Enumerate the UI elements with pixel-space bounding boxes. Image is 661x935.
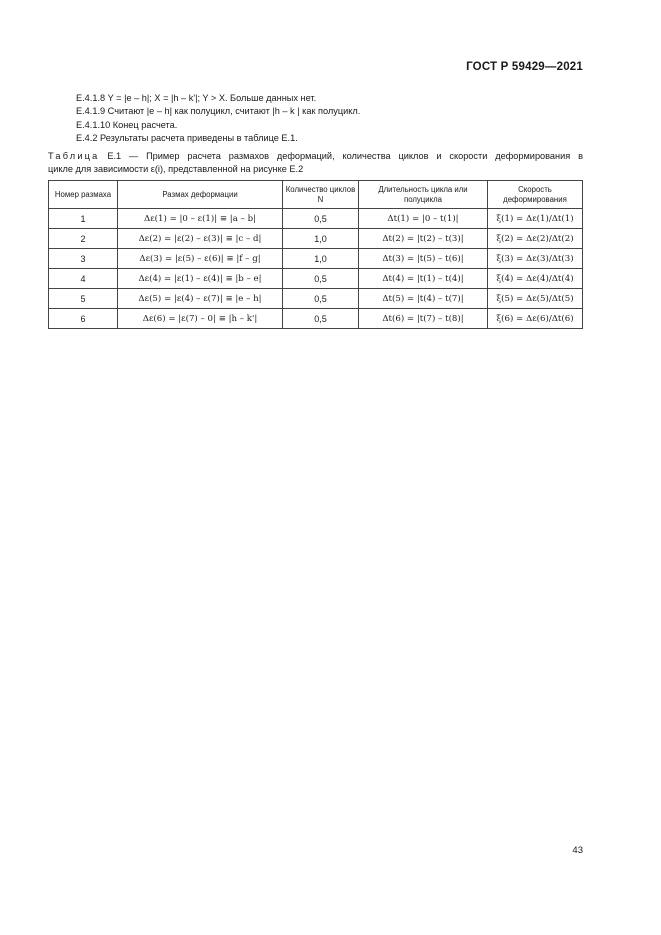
cell-strain-range: Δε(1) = |0 – ε(1)| ≡ |a – b| — [118, 209, 283, 229]
document-standard-header: ГОСТ Р 59429—2021 — [466, 61, 583, 73]
cell-cycle-duration: Δt(4) = |t(1) – t(4)| — [359, 269, 488, 289]
table-row — [49, 249, 583, 269]
header-cycle-count: Количество циклов N — [283, 181, 359, 209]
header-strain-rate: Скорость деформирования — [488, 181, 583, 209]
header-strain-range: Размах деформации — [118, 181, 283, 209]
paragraph-e-4-2: Е.4.2 Результаты расчета приведены в таблице Е.1. — [76, 133, 298, 144]
cell-strain-rate: ξ(3) = Δε(3)/Δt(3) — [488, 249, 583, 269]
table-header-row — [49, 181, 583, 209]
cell-strain-range: Δε(5) = |ε(4) – ε(7)| ≡ |e – h| — [118, 289, 283, 309]
cell-strain-rate: ξ(1) = Δε(1)/Δt(1) — [488, 209, 583, 229]
cell-cycle-duration: Δt(1) = |0 – t(1)| — [359, 209, 488, 229]
table-row — [49, 229, 583, 249]
cell-strain-range: Δε(2) = |ε(2) – ε(3)| ≡ |c – d| — [118, 229, 283, 249]
cell-cycle-count: 0,5 — [283, 269, 359, 289]
header-range-number: Номер размаха — [49, 181, 118, 209]
cell-range-number: 3 — [49, 249, 118, 269]
page-number: 43 — [572, 845, 583, 856]
header-cycle-duration: Длительность цикла или полуцикла — [359, 181, 488, 209]
paragraph-e-4-1-10: Е.4.1.10 Конец расчета. — [76, 119, 178, 130]
cell-range-number: 4 — [49, 269, 118, 289]
table-row — [49, 269, 583, 289]
cell-cycle-count: 0,5 — [283, 209, 359, 229]
results-table — [48, 180, 583, 329]
cell-strain-range: Δε(3) = |ε(5) – ε(6)| ≡ |f – g| — [118, 249, 283, 269]
cell-range-number: 2 — [49, 229, 118, 249]
paragraph-e-4-1-8: Е.4.1.8 Y = |e – h|; X = |h – k'|; Y > X. Больше данных нет. — [76, 93, 317, 103]
cell-cycle-count: 0,5 — [283, 309, 359, 329]
paragraph-e-4-1-9: Е.4.1.9 Считают |e – h| как полуцикл, считают |h – k | как полуцикл. — [76, 106, 361, 117]
cell-cycle-duration: Δt(5) = |t(4) – t(7)| — [359, 289, 488, 309]
table-caption — [48, 150, 583, 175]
cell-cycle-count: 1,0 — [283, 249, 359, 269]
cell-strain-range: Δε(6) = |ε(7) – 0| ≡ |h – k'| — [118, 309, 283, 329]
cell-strain-rate: ξ(5) = Δε(5)/Δt(5) — [488, 289, 583, 309]
table-row — [49, 309, 583, 329]
cell-cycle-count: 1,0 — [283, 229, 359, 249]
table-caption-label: Таблица — [48, 151, 100, 161]
cell-cycle-duration: Δt(2) = |t(2) – t(3)| — [359, 229, 488, 249]
table-caption-line-1: Е.1 — Пример расчета размахов деформаций, количества циклов и скорости деформирования в — [107, 151, 583, 161]
cell-range-number: 6 — [49, 309, 118, 329]
cell-range-number: 1 — [49, 209, 118, 229]
paragraph-block — [76, 92, 360, 146]
cell-range-number: 5 — [49, 289, 118, 309]
cell-strain-rate: ξ(4) = Δε(4)/Δt(4) — [488, 269, 583, 289]
cell-cycle-count: 0,5 — [283, 289, 359, 309]
cell-cycle-duration: Δt(6) = |t(7) – t(8)| — [359, 309, 488, 329]
cell-cycle-duration: Δt(3) = |t(5) – t(6)| — [359, 249, 488, 269]
cell-strain-range: Δε(4) = |ε(1) – ε(4)| ≡ |b – e| — [118, 269, 283, 289]
cell-strain-rate: ξ(6) = Δε(6)/Δt(6) — [488, 309, 583, 329]
cell-strain-rate: ξ(2) = Δε(2)/Δt(2) — [488, 229, 583, 249]
table-row — [49, 289, 583, 309]
table-row — [49, 209, 583, 229]
table-caption-line-2: цикле для зависимости ε(i), представленной на рисунке Е.2 — [48, 163, 304, 174]
